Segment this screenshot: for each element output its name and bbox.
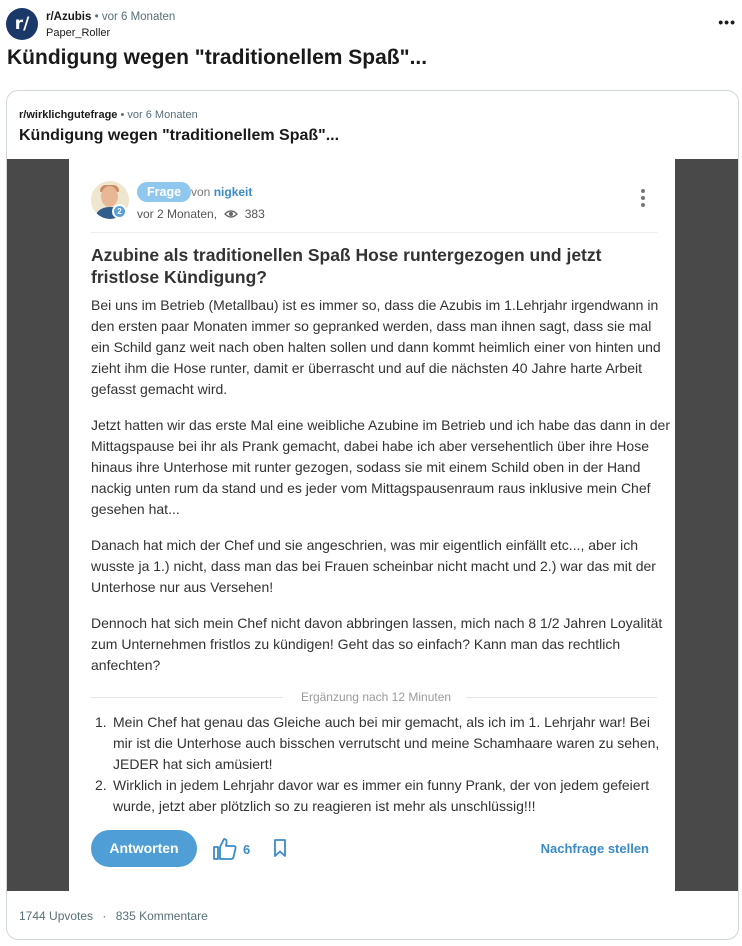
list-text: Mein Chef hat genau das Gleiche auch bei mir gemacht, als ich im 1. Lehrjahr war! Bei mir ist die Unterhose auch bisschen verrutscht und meine Schamhaare waren zu sehen, JEDER hat sich amüsiert!	[113, 714, 660, 772]
like-count: 6	[243, 842, 251, 857]
post-time: vor 6 Monaten	[101, 11, 176, 23]
nachfrage-button[interactable]: Nachfrage stellen	[540, 841, 649, 856]
subreddit-link[interactable]: r/Azubis	[46, 11, 92, 23]
crosspost-time: vor 6 Monaten	[127, 109, 198, 121]
question-author	[191, 185, 252, 199]
post-stats	[19, 909, 208, 923]
kebab-dot	[641, 189, 645, 193]
bookmark-icon[interactable]	[273, 838, 287, 858]
question-paragraph: Jetzt hatten wir das erste Mal eine weibliche Azubine im Betrieb und ich habe das dann in der Mittagspause bei ihr als Prank gemacht, dabei habe ich aber versehentlich über ihre Hose hinaus ihre Unterhose mit runter gezogen, sodass sie mit einem Schild oben in der Hand nackig unten rum da stand und es jeder vom Mittagspausenraum raus inklusive mein Chef gesehen hat...	[91, 417, 671, 517]
crosspost-meta	[19, 109, 198, 121]
question-paragraph: Bei uns im Betrieb (Metallbau) ist es immer so, dass die Azubis im 1.Lehrjahr irgendwann in den ersten paar Monaten immer so gepranked werden, dass man ihnen sagt, dass sie mal ein Schild ganz weit nach oben halten sollen und dann kommt heimlich einer von hinten und zieht ihm die Hose runter, damit er überrascht und auf die nächsten 40 Jahre harte Arbeit gefasst gemacht wird.	[91, 297, 661, 397]
question-menu-icon[interactable]	[641, 189, 647, 211]
question-meta	[137, 207, 265, 221]
post-header	[6, 6, 742, 42]
ergaenzung-list	[91, 712, 671, 817]
list-text: Wirklich in jedem Lehrjahr davor war es immer ein funny Prank, der von jedem gefeiert wurde, jetzt aber plötzlich so zu reagieren ist mehr als unschlüssig!!!	[113, 777, 650, 814]
question-card	[69, 159, 675, 891]
screenshot-media[interactable]	[7, 159, 738, 891]
question-badge: Frage	[137, 182, 191, 202]
upvote-count: 1744 Upvotes	[19, 909, 94, 923]
question-body	[91, 295, 671, 691]
ergaenzung-label: Ergänzung nach 12 Minuten	[300, 690, 452, 704]
divider	[91, 232, 657, 233]
crosspost-title[interactable]: Kündigung wegen "traditionellem Spaß"...	[19, 127, 340, 144]
subreddit-avatar-icon[interactable]: r/	[6, 8, 38, 40]
divider-line	[91, 697, 283, 698]
crosspost-subreddit-link[interactable]: r/wirklichgutefrage	[19, 109, 118, 121]
divider-line	[466, 697, 657, 698]
question-user-link[interactable]: nigkeit	[213, 185, 253, 199]
list-number: 1.	[95, 714, 107, 730]
meta-dot: •	[120, 109, 128, 121]
view-count: 383	[244, 207, 265, 221]
post-author[interactable]: Paper_Roller	[46, 27, 111, 39]
meta-dot: •	[94, 11, 102, 23]
answer-button[interactable]: Antworten	[91, 830, 197, 867]
list-item	[91, 712, 671, 775]
more-options-button[interactable]: •••	[718, 14, 736, 30]
crosspost-card[interactable]	[6, 90, 739, 940]
post-meta	[46, 11, 175, 23]
eye-icon	[224, 209, 238, 219]
stats-dot: ·	[102, 909, 107, 923]
kebab-dot	[641, 203, 645, 207]
user-level-badge: 2	[112, 204, 127, 219]
list-number: 2.	[95, 777, 107, 793]
question-paragraph: Danach hat mich der Chef und sie angeschrien, was mir eigentlich einfällt etc..., aber ich wusste ja 1.) nicht, dass man das bei Frauen scheinbar nicht macht und 2.) war das mit der Unterhose nur aus Versehen!	[91, 537, 656, 595]
question-heading: Azubine als traditionellen Spaß Hose runtergezogen und jetzt fristlose Kündigung?	[91, 245, 602, 287]
comment-count[interactable]: 835 Kommentare	[115, 909, 208, 923]
list-item	[91, 775, 671, 817]
thumbs-up-icon[interactable]	[212, 837, 238, 861]
von-label: von	[191, 185, 211, 199]
ergaenzung-divider	[91, 690, 657, 704]
question-time: vor 2 Monaten,	[137, 207, 218, 221]
question-paragraph: Dennoch hat sich mein Chef nicht davon abbringen lassen, mich nach 8 1/2 Jahren Loyalität zum Unternehmen fristlos zu kündigen! Geht das so einfach? Kann man das rechtlich anfechten?	[91, 615, 663, 673]
kebab-dot	[641, 196, 645, 200]
post-title[interactable]: Kündigung wegen "traditionellem Spaß"...	[7, 46, 428, 69]
